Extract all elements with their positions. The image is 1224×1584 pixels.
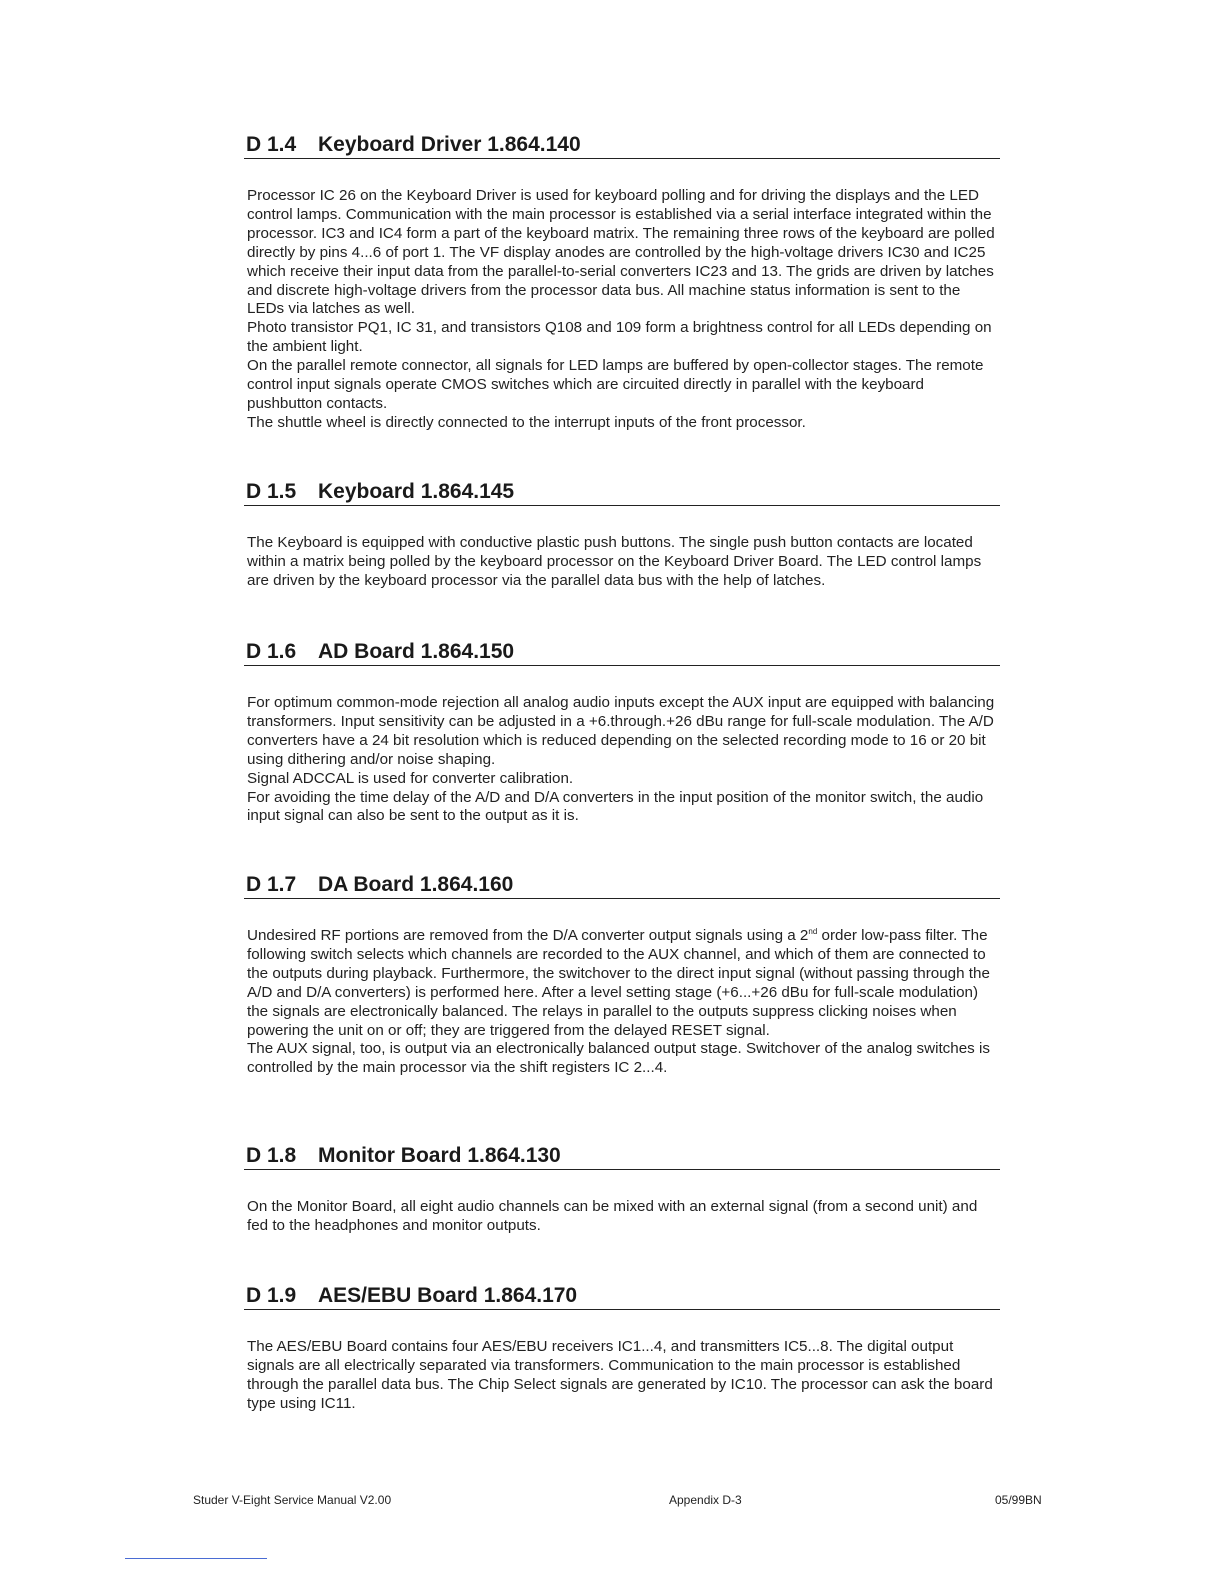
section-heading <box>244 133 1000 159</box>
paragraph: The AUX signal, too, is output via an electronically balanced output stage. Switchover of the analog switches is controlled by the main processor via the shift registers IC 2...4. <box>247 1040 990 1077</box>
section-body <box>244 534 1000 591</box>
paragraph <box>247 927 1000 1040</box>
paragraph: Processor IC 26 on the Keyboard Driver is used for keyboard polling and for driving the displays and the LED control lamps. Communication with the main processor is established via a serial interface integrated within the processor. IC3 and IC4 form a part of the keyboard matrix. The remaining three rows of the keyboard are polled directly by pins 4...6 of port 1. The VF display anodes are controlled by the high-voltage drivers IC30 and IC25 which receive their input data from the parallel-to-serial converters IC23 and 13. The grids are driven by latches and discrete high-voltage drivers from the processor data bus. All machine status information is sent to the LEDs via latches as well. <box>247 187 995 318</box>
paragraph: On the Monitor Board, all eight audio channels can be mixed with an external signal (from a second unit) and fed to the headphones and monitor outputs. <box>247 1198 978 1234</box>
section-ad-board <box>244 640 1000 826</box>
section-heading <box>244 480 1000 506</box>
section-aes-ebu-board <box>244 1284 1000 1414</box>
paragraph-text: Undesired RF portions are removed from the D/A converter output signals using a 2 <box>247 927 809 944</box>
section-number: D 1.7 <box>246 873 297 896</box>
section-heading <box>244 873 1000 899</box>
section-body <box>244 694 1000 826</box>
section-body <box>244 187 1000 433</box>
paragraph: The AES/EBU Board contains four AES/EBU receivers IC1...4, and transmitters IC5...8. The digital output signals are all electrically separated via transformers. Communication to the main processor is established through the parallel data bus. The Chip Select signals are generated by IC10. The processor can ask the board type using IC11. <box>247 1338 993 1412</box>
superscript: nd <box>808 927 818 936</box>
paragraph: On the parallel remote connector, all signals for LED lamps are buffered by open-collector stages. The remote control input signals operate CMOS switches which are circuited directly in parallel with the keyboard pushbutton contacts. <box>247 357 984 412</box>
section-title: AD Board 1.864.150 <box>318 640 515 663</box>
section-body <box>244 927 1000 1078</box>
section-heading <box>244 1144 1000 1170</box>
section-number: D 1.6 <box>246 640 297 663</box>
paragraph-text: order low-pass filter. The following switch selects which channels are recorded to the AUX channel, and which of them are connected to the outputs during playback. Furthermore, the switchover to the direct input signal (without passing through the A/D and D/A converters) is performed here. After a level setting stage (+6...+26 dBu for full-scale modulation) the signals are electronically balanced. The relays in parallel to the outputs suppress clicking noises when powering the unit on or off; they are triggered from the delayed RESET signal. <box>247 927 990 1039</box>
footer-left: Studer V-Eight Service Manual V2.00 <box>193 1493 392 1507</box>
section-number: D 1.8 <box>246 1144 297 1167</box>
section-number: D 1.9 <box>246 1284 297 1307</box>
section-monitor-board <box>244 1144 1000 1236</box>
section-heading <box>244 1284 1000 1310</box>
section-number: D 1.5 <box>246 480 297 503</box>
section-title: Monitor Board 1.864.130 <box>318 1144 561 1167</box>
section-body <box>244 1338 1000 1414</box>
section-keyboard <box>244 480 1000 591</box>
section-title: AES/EBU Board 1.864.170 <box>318 1284 578 1307</box>
paragraph: For avoiding the time delay of the A/D and D/A converters in the input position of the monitor switch, the audio input signal can also be sent to the output as it is. <box>247 788 984 825</box>
section-number: D 1.4 <box>246 133 297 156</box>
paragraph: The shuttle wheel is directly connected to the interrupt inputs of the front processor. <box>247 413 806 431</box>
section-heading <box>244 640 1000 666</box>
paragraph: Photo transistor PQ1, IC 31, and transistors Q108 and 109 form a brightness control for all LEDs depending on the ambient light. <box>247 319 992 356</box>
section-title: Keyboard Driver 1.864.140 <box>318 133 581 156</box>
scan-artifact-line <box>125 1558 267 1559</box>
section-keyboard-driver <box>244 133 1000 433</box>
footer-right: 05/99BN <box>995 1493 1042 1507</box>
section-title: DA Board 1.864.160 <box>318 873 514 896</box>
paragraph: The Keyboard is equipped with conductive plastic push buttons. The single push button contacts are located within a matrix being polled by the keyboard processor on the Keyboard Driver Board. The LED control lamps are driven by the keyboard processor via the parallel data bus with the help of latches. <box>247 534 982 589</box>
footer-center: Appendix D-3 <box>669 1493 742 1507</box>
paragraph: For optimum common-mode rejection all analog audio inputs except the AUX input are equipped with balancing transformers. Input sensitivity can be adjusted in a +6.through.+26 dBu range for full-scale modulation. The A/D converters have a 24 bit resolution which is reduced depending on the selected recording mode to 16 or 20 bit using dithering and/or noise shaping. <box>247 694 995 768</box>
section-body <box>244 1198 1000 1236</box>
section-da-board <box>244 873 1000 1078</box>
section-title: Keyboard 1.864.145 <box>318 480 515 503</box>
paragraph: Signal ADCCAL is used for converter calibration. <box>247 769 574 787</box>
